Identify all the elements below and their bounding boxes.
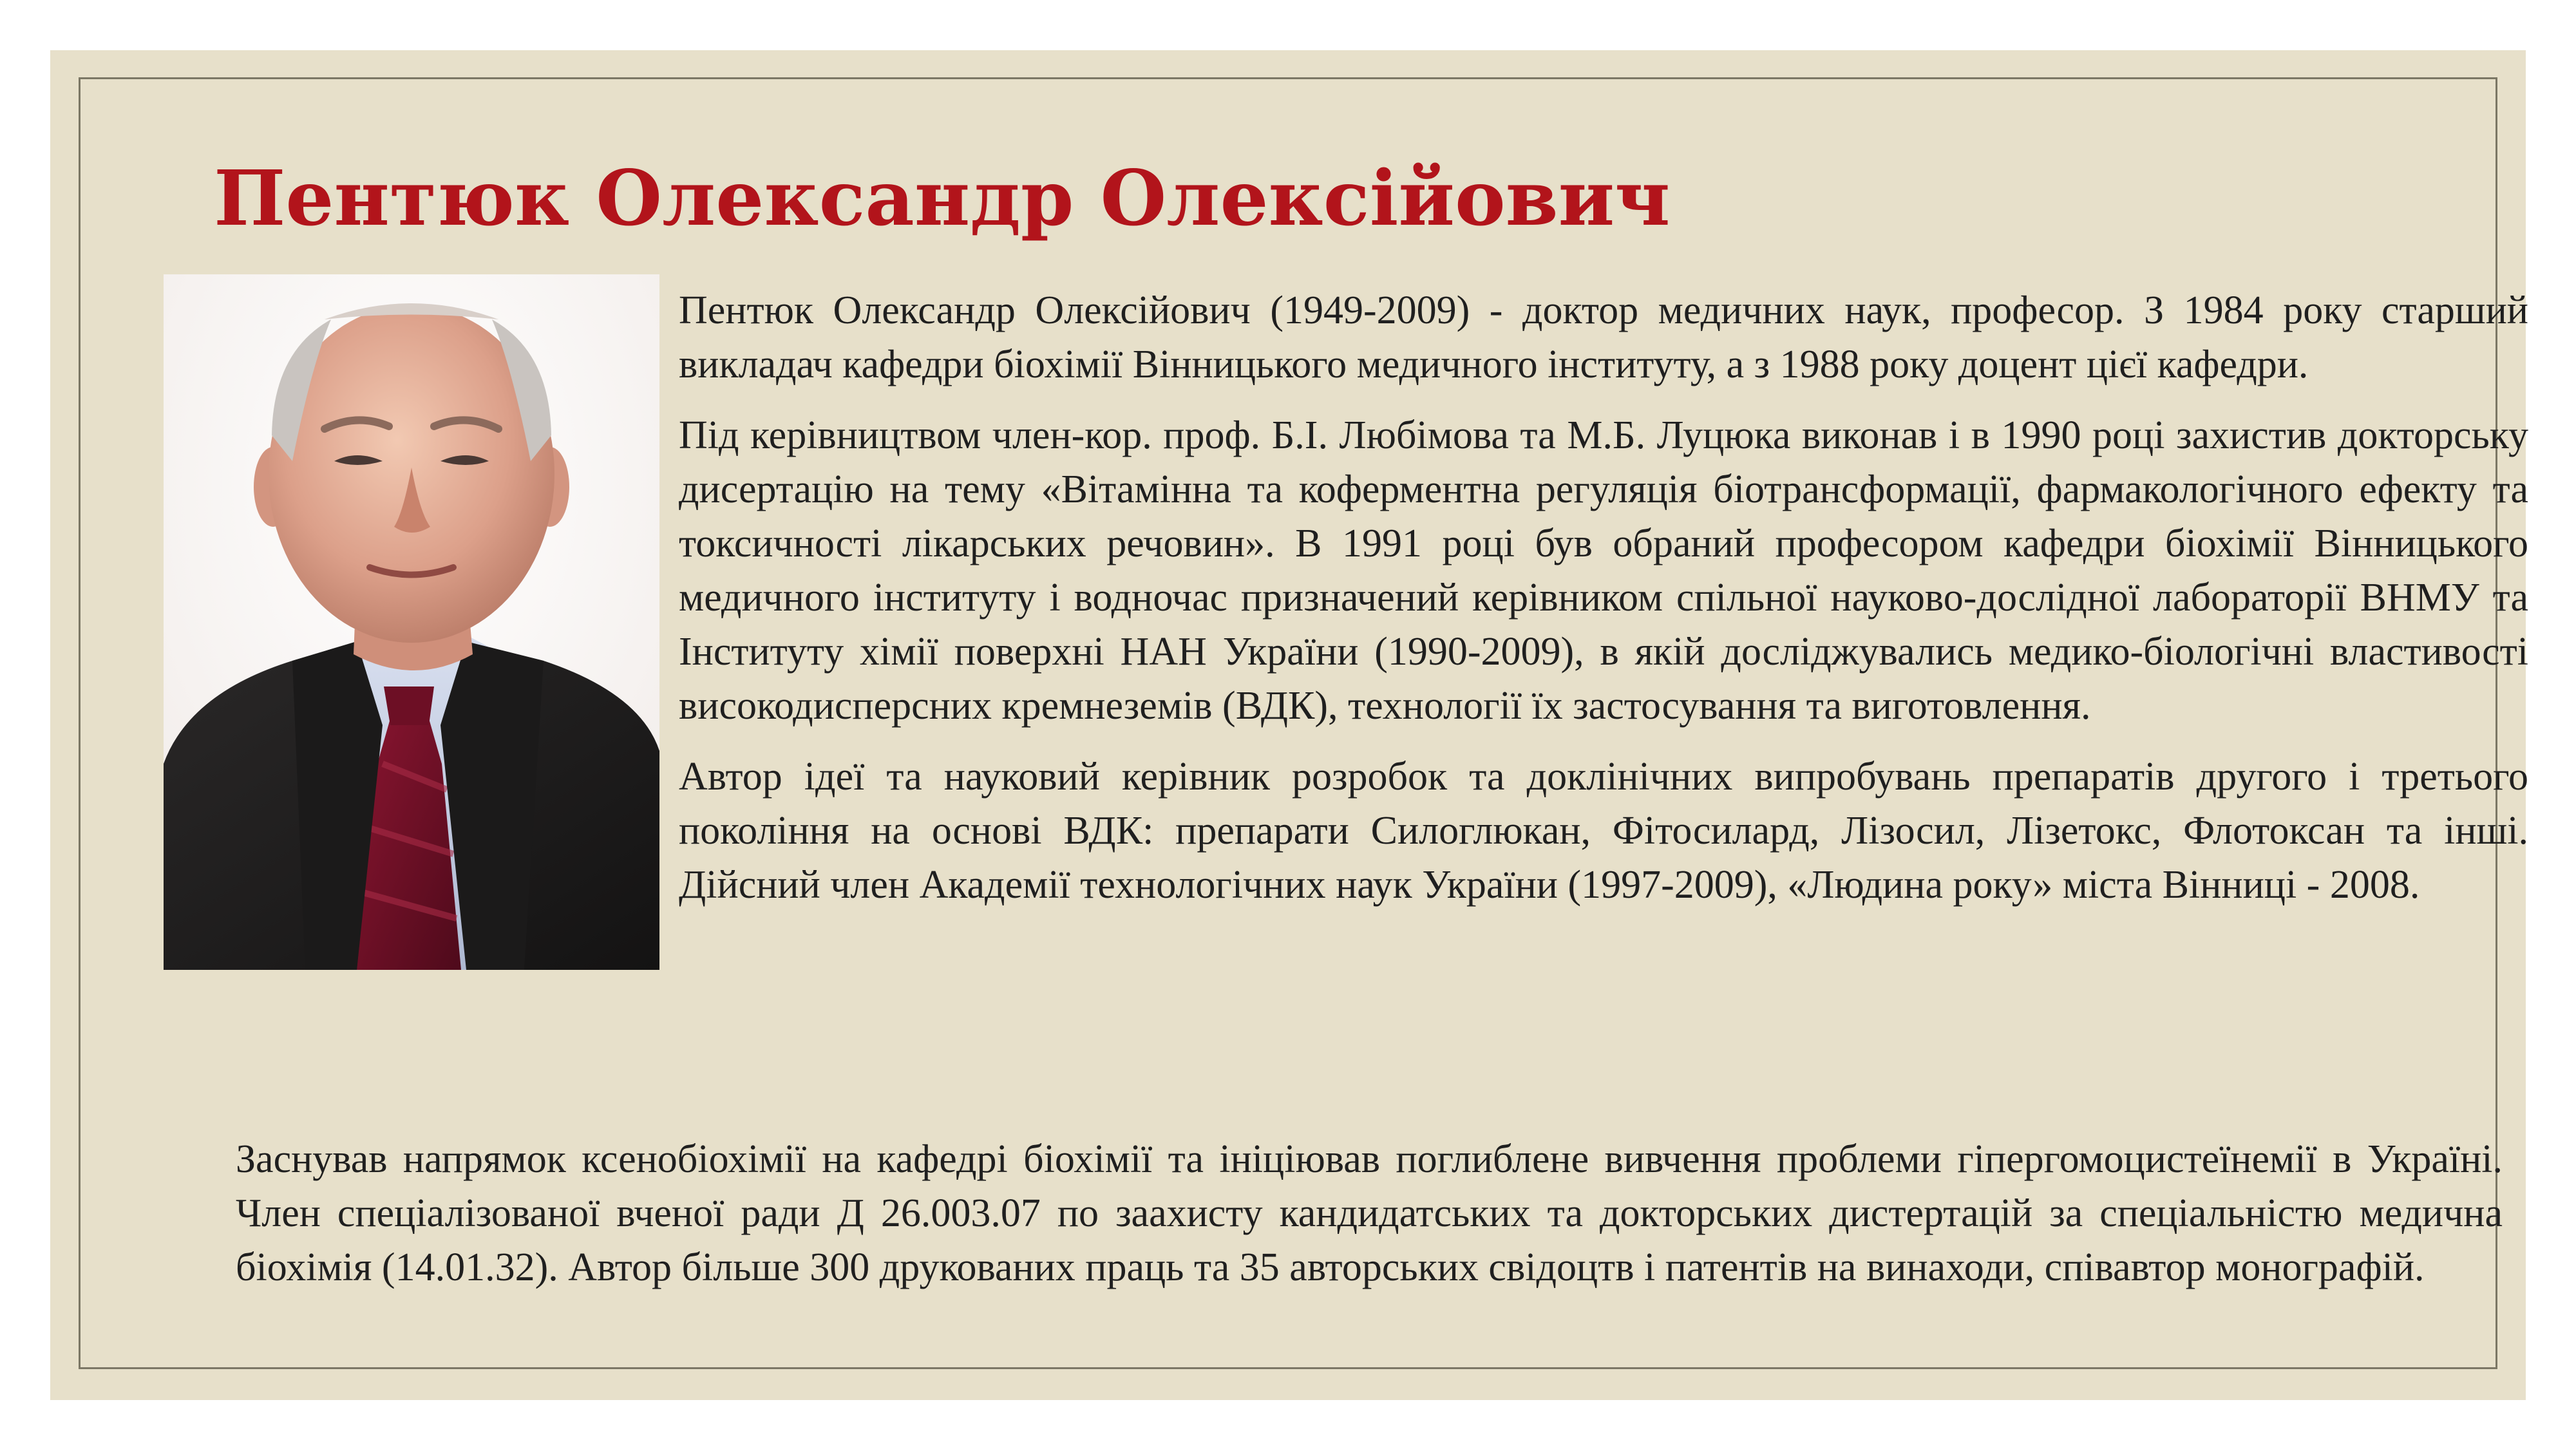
bio-text-column xyxy=(679,283,2528,929)
bio-paragraph-2: Під керівництвом член-кор. проф. Б.І. Любімова та М.Б. Луцюка виконав і в 1990 році захистив докторську дисертацію на тему «Вітамінна та коферментна регуляція біотрансформації, фармакологічного ефекту та токсичності лікарських речовин». В 1991 році був обраний професором кафедри біохімії Вінницького медичного інституту і водночас призначений керівником спільної науково-дослідної лабораторії ВНМУ та Інституту хімії поверхні НАН України (1990-2009), в якій досліджувались медико-біологічні властивості високодисперсних кремнеземів (ВДК), технології їх застосування та виготовлення. xyxy=(679,413,2528,728)
bio-paragraph-4: Заснував напрямок ксенобіохімії на кафедрі біохімії та ініціював поглиблене вивчення проблеми гіпергомоцистеїнемії в Україні. Член спеціалізованої вченої ради Д 26.003.07 по заахисту кандидатських та докторських дистертацій за спеціальністю медична біохімія (14.01.32). Автор більше 300 друкованих праць та 35 авторських свідоцтв і патентів на винаходи, співавтор монографій. xyxy=(236,1137,2503,1289)
slide xyxy=(50,50,2526,1400)
portrait-photo xyxy=(164,274,659,970)
page-title: Пентюк Олександр Олексійович xyxy=(214,153,1671,243)
bio-paragraph-1: Пентюк Олександр Олексійович (1949-2009) - доктор медичних наук, професор. З 1984 року старший викладач кафедри біохімії Вінницького медичного інституту, а з 1988 року доцент цієї кафедри. xyxy=(679,289,2528,386)
bio-paragraph-3: Автор ідеї та науковий керівник розробок та доклінічних випробувань препаратів другого і третього покоління на основі ВДК: препарати Силоглюкан, Фітосилард, Лізосил, Лізетокс, Флотоксан та інші. Дійсний член Академії технологічних наук України (1997-2009), «Людина року» міста Вінниці - 2008. xyxy=(679,755,2528,907)
